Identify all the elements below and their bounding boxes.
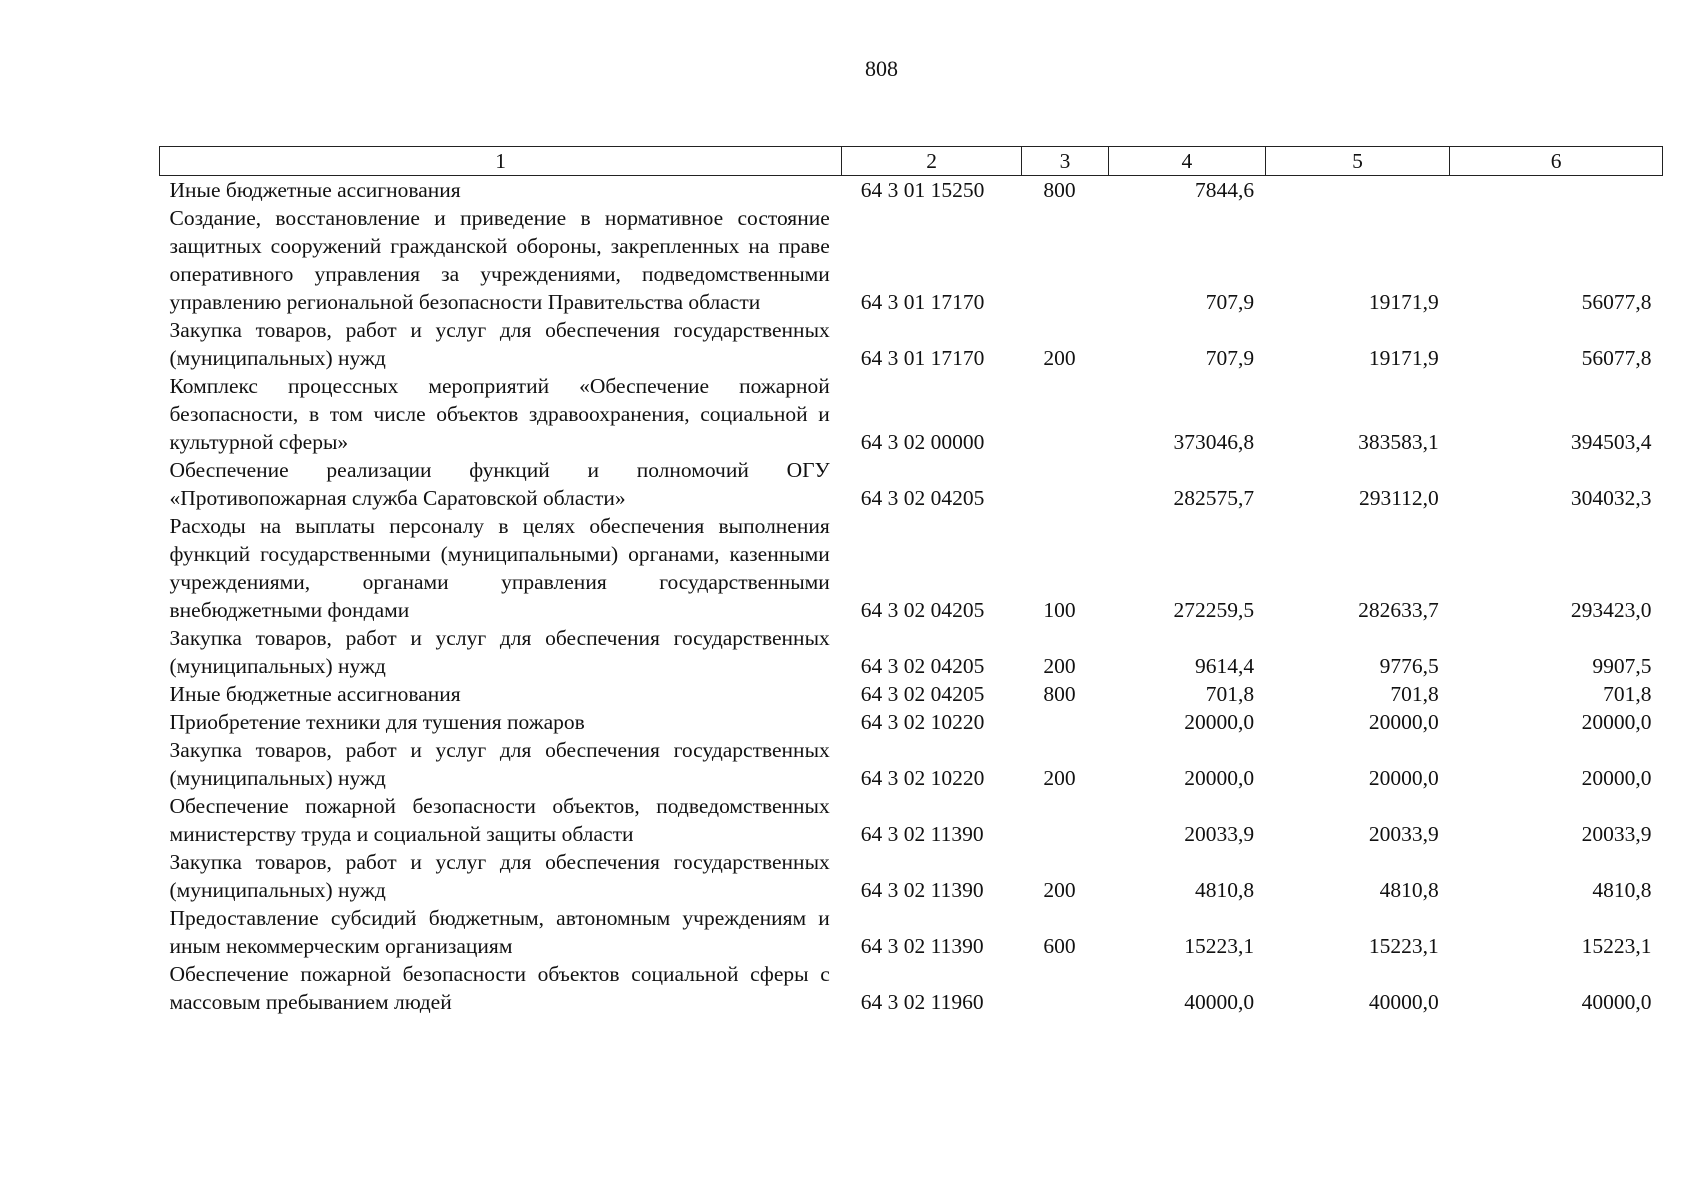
amount-col-6 (1450, 176, 1663, 205)
item-name: Закупка товаров, работ и услуг для обеспечения государственных (муниципальных) нужд (169, 318, 830, 370)
amount-col-6: 394503,4 (1570, 430, 1652, 454)
amount-col-5: 20000,0 (1368, 710, 1439, 734)
amount-col-6: 20000,0 (1581, 710, 1652, 734)
amount-col-4: 373046,8 (1173, 430, 1255, 454)
item-name: Комплекс процессных мероприятий «Обеспечение пожарной безопасности, в том числе объектов здравоохранения, социальной и культурной сферы» (169, 374, 830, 454)
amount-col-5: 40000,0 (1368, 990, 1439, 1014)
expense-type-code (1021, 456, 1108, 512)
expense-type-code (1021, 708, 1108, 736)
item-name: Обеспечение пожарной безопасности объектов социальной сферы с массовым пребыванием людей (169, 962, 830, 1014)
amount-col-6: 20033,9 (1581, 822, 1652, 846)
amount-col-6: 4810,8 (1592, 878, 1652, 902)
amount-col-5: 701,8 (1390, 682, 1439, 706)
amount-col-6: 56077,8 (1581, 346, 1652, 370)
amount-col-6: 304032,3 (1570, 486, 1652, 510)
expense-type-code: 200 (1043, 766, 1076, 790)
amount-col-4: 701,8 (1205, 682, 1255, 706)
table-header (160, 147, 1663, 176)
expense-type-code (1021, 204, 1108, 316)
target-article-code: 64 3 02 04205 (860, 598, 985, 622)
table-row (160, 372, 1663, 456)
item-name: Обеспечение реализации функций и полномочий ОГУ «Противопожарная служба Саратовской области» (169, 458, 830, 510)
amount-col-4: 9614,4 (1195, 654, 1255, 678)
amount-col-5: 20000,0 (1368, 766, 1439, 790)
target-article-code: 64 3 02 10220 (860, 766, 985, 790)
target-article-code: 64 3 01 17170 (860, 290, 985, 314)
amount-col-5: 4810,8 (1379, 878, 1439, 902)
target-article-code: 64 3 02 11390 (860, 934, 984, 958)
item-name: Закупка товаров, работ и услуг для обеспечения государственных (муниципальных) нужд (169, 850, 830, 902)
amount-col-4: 20000,0 (1184, 710, 1255, 734)
amount-col-6: 40000,0 (1581, 990, 1652, 1014)
table-row (160, 456, 1663, 512)
item-name: Предоставление субсидий бюджетным, автономным учреждениям и иным некоммерческим организациям (169, 906, 830, 958)
column-header: 1 (160, 147, 842, 176)
amount-col-5: 15223,1 (1368, 934, 1439, 958)
item-name: Обеспечение пожарной безопасности объектов, подведомственных министерству труда и социальной защиты области (169, 794, 830, 846)
target-article-code: 64 3 02 04205 (860, 654, 985, 678)
amount-col-4: 4810,8 (1195, 878, 1255, 902)
expense-type-code: 800 (1043, 682, 1076, 706)
column-header: 2 (842, 147, 1022, 176)
target-article-code: 64 3 02 11390 (860, 822, 984, 846)
amount-col-5: 383583,1 (1358, 430, 1439, 454)
item-name: Иные бюджетные ассигнования (169, 682, 461, 706)
amount-col-4: 40000,0 (1184, 990, 1255, 1014)
target-article-code: 64 3 02 11390 (860, 878, 984, 902)
table-row (160, 708, 1663, 736)
item-name: Расходы на выплаты персоналу в целях обеспечения выполнения функций государственными (муниципальными) органами, казенными учреждениями, органами управления государственными внебюджетными фондами (169, 514, 830, 622)
item-name: Закупка товаров, работ и услуг для обеспечения государственных (муниципальных) нужд (169, 738, 830, 790)
expense-type-code (1021, 960, 1108, 1016)
item-name: Закупка товаров, работ и услуг для обеспечения государственных (муниципальных) нужд (169, 626, 830, 678)
table-row (160, 904, 1663, 960)
table-row (160, 316, 1663, 372)
column-header: 3 (1021, 147, 1108, 176)
amount-col-4: 15223,1 (1184, 934, 1255, 958)
amount-col-6: 701,8 (1603, 682, 1652, 706)
amount-col-5: 293112,0 (1358, 486, 1439, 510)
table-row (160, 176, 1663, 205)
table-row (160, 848, 1663, 904)
amount-col-5: 20033,9 (1368, 822, 1439, 846)
amount-col-4: 707,9 (1205, 346, 1255, 370)
table-row (160, 736, 1663, 792)
amount-col-4: 7844,6 (1195, 178, 1255, 202)
target-article-code: 64 3 01 15250 (860, 178, 985, 202)
expense-type-code (1021, 372, 1108, 456)
table-row (160, 624, 1663, 680)
target-article-code: 64 3 02 00000 (860, 430, 985, 454)
expense-type-code: 200 (1043, 346, 1076, 370)
expense-type-code: 600 (1043, 934, 1076, 958)
item-name: Приобретение техники для тушения пожаров (169, 710, 585, 734)
target-article-code: 64 3 01 17170 (860, 346, 985, 370)
item-name: Создание, восстановление и приведение в нормативное состояние защитных сооружений гражданской обороны, закрепленных на праве оперативного управления за учреждениями, подведомственными управлению региональной безопасности Правительства области (169, 206, 830, 314)
expense-type-code: 200 (1043, 654, 1076, 678)
amount-col-4: 20033,9 (1184, 822, 1255, 846)
target-article-code: 64 3 02 04205 (860, 486, 985, 510)
amount-col-4: 20000,0 (1184, 766, 1255, 790)
column-header: 5 (1265, 147, 1450, 176)
page-number: 808 (865, 56, 898, 81)
amount-col-4: 707,9 (1205, 290, 1255, 314)
table-row (160, 512, 1663, 624)
table-body (160, 176, 1663, 1017)
header-row (160, 147, 1663, 176)
amount-col-6: 20000,0 (1581, 766, 1652, 790)
amount-col-5: 9776,5 (1379, 654, 1439, 678)
expense-type-code: 200 (1043, 878, 1076, 902)
amount-col-4: 272259,5 (1173, 598, 1255, 622)
target-article-code: 64 3 02 11960 (860, 990, 984, 1014)
target-article-code: 64 3 02 04205 (860, 682, 985, 706)
table-row (160, 204, 1663, 316)
amount-col-4: 282575,7 (1173, 486, 1255, 510)
amount-col-5: 19171,9 (1368, 346, 1439, 370)
amount-col-5 (1265, 176, 1450, 205)
amount-col-6: 293423,0 (1570, 598, 1652, 622)
column-header: 6 (1450, 147, 1663, 176)
expense-type-code: 100 (1043, 598, 1076, 622)
amount-col-5: 282633,7 (1358, 598, 1439, 622)
expense-type-code: 800 (1043, 178, 1076, 202)
expense-type-code (1021, 792, 1108, 848)
amount-col-5: 19171,9 (1368, 290, 1439, 314)
amount-col-6: 9907,5 (1592, 654, 1652, 678)
table-row (160, 680, 1663, 708)
table-row (160, 792, 1663, 848)
amount-col-6: 56077,8 (1581, 290, 1652, 314)
amount-col-6: 15223,1 (1581, 934, 1652, 958)
budget-table (159, 146, 1663, 1016)
column-header: 4 (1109, 147, 1266, 176)
item-name: Иные бюджетные ассигнования (169, 178, 461, 202)
target-article-code: 64 3 02 10220 (860, 710, 985, 734)
table-row (160, 960, 1663, 1016)
